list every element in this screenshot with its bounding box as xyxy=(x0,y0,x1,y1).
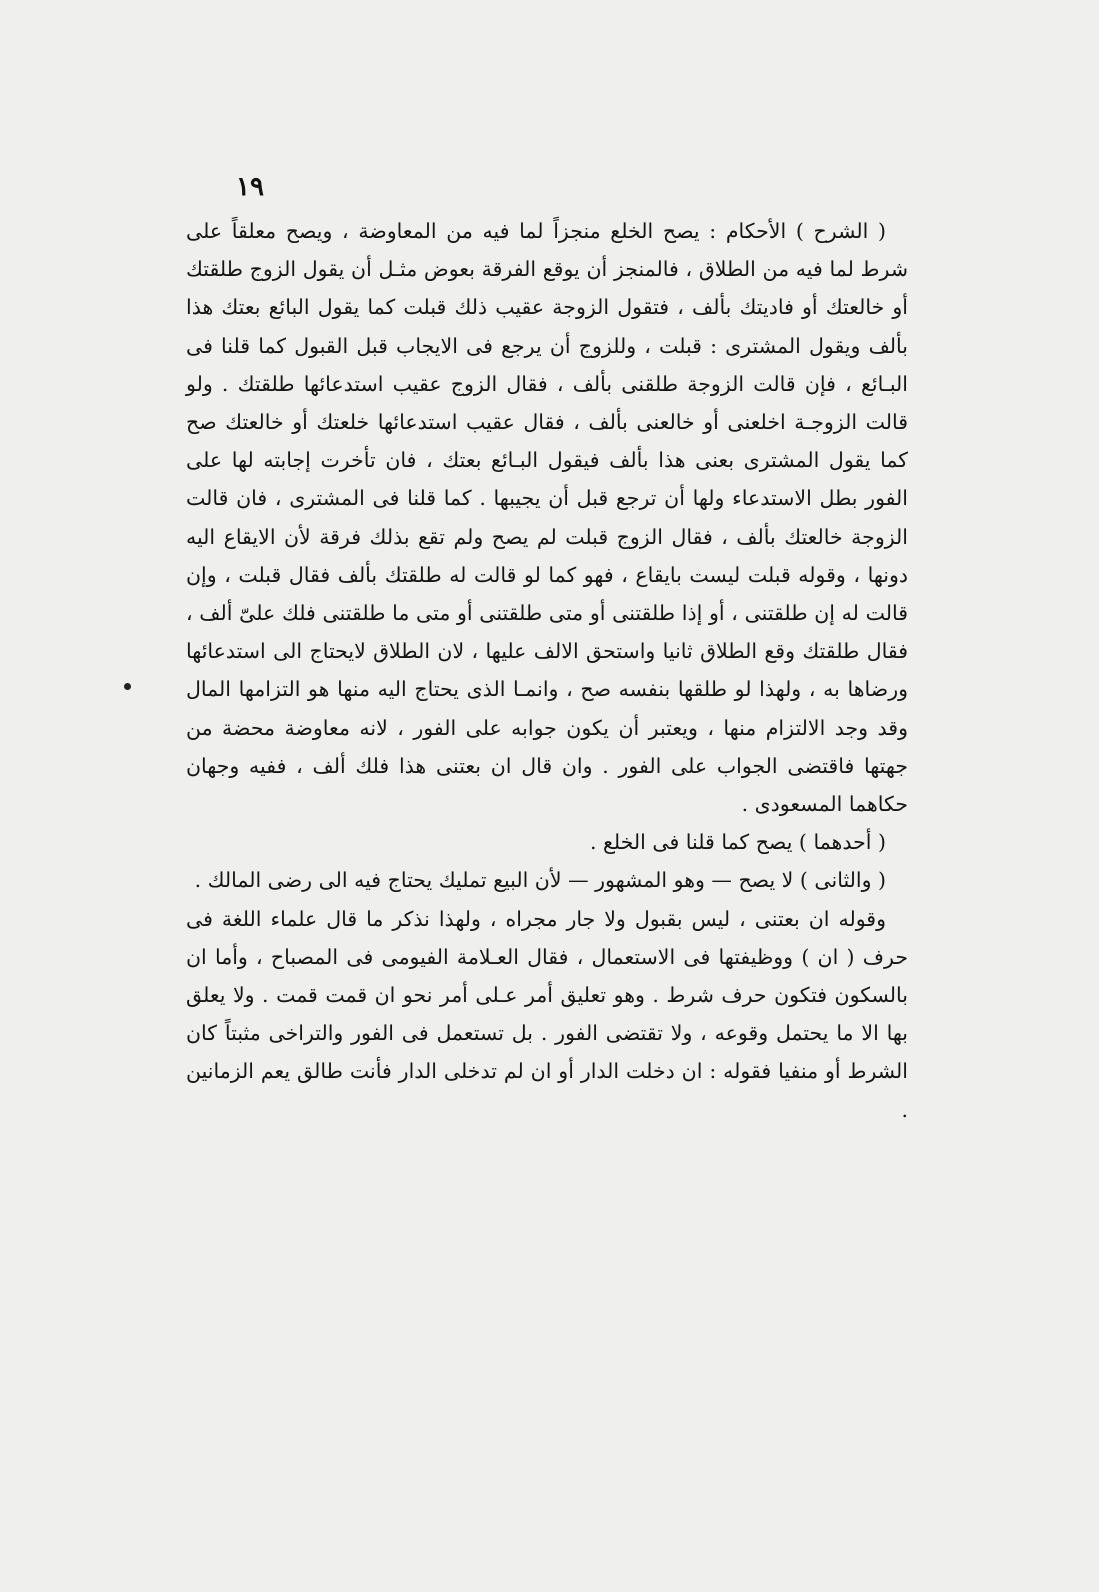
body-text xyxy=(186,212,908,1129)
page-number: ١٩ xyxy=(236,172,264,202)
margin-mark xyxy=(124,683,131,690)
paragraph-language-note: وقوله ان بعتنى ، ليس بقبول ولا جار مجراه ، ولهذا نذكر ما قال علماء اللغة فى حرف ( ان ) ووظيفتها فى الاستعمال ، فقال العـلامة الفيومى فى المصباح ، وأما ان بالسكون فتكون حرف شرط . وهو تعليق أمر عـلى أمر نحو ان قمت قمت . ولا يعلق بها الا ما يحتمل وقوعه ، ولا تقتضى الفور . بل تستعمل فى الفور والتراخى مثبتاً كان الشرط أو منفيا فقوله : ان دخلت الدار أو ان لم تدخلى الدار فأنت طالق يعم الزمانين . xyxy=(186,906,908,1122)
paragraph-commentary: ( الشرح ) الأحكام : يصح الخلع منجزاً لما فيه من المعاوضة ، ويصح معلقاً على شرط لما فيه من الطلاق ، فالمنجز أن يوقع الفرقة بعوض مثـل أن يقول الزوج طلقتك أو خالعتك أو فاديتك بألف ، فتقول الزوجة عقيب ذلك قبلت كما يقول البائع بعتك هذا بألف ويقول المشترى : قبلت ، وللزوج أن يرجع فى الايجاب قبل القبول كما قلنا فى البـائع ، فإن قالت الزوجة طلقنى بألف ، فقال الزوج عقيب استدعائها طلقتك . ولو قالت الزوجـة اخلعنى أو خالعنى بألف ، فقال عقيب استدعائها خلعتك أو خالعتك صح كما يقول المشترى بعنى هذا بألف فيقول البـائع بعتك ، فان تأخرت إجابته لها على الفور بطل الاستدعاء ولها أن ترجع قبل أن يجيبها . كما قلنا فى المشترى ، فان قالت الزوجة خالعتك بألف ، فقال الزوج قبلت لم يصح ولم تقع بذلك فرقة لأن الايقاع اليه دونها ، وقوله قبلت ليست بايقاع ، فهو كما لو قالت له طلقتك بألف فقال قبلت ، وإن قالت له إن طلقتنى ، أو إذا طلقتنى أو متى طلقتنى أو متى ما طلقتنى فلك علىّ ألف ، فقال طلقتك وقع الطلاق ثانيا واستحق الالف عليها ، لان الطلاق لايحتاج الى استدعائها ورضاها به ، ولهذا لو طلقها بنفسه صح ، وانمـا الذى يحتاج اليه منها هو التزامها المال وقد وجد الالتزام منها ، ويعتبر أن يكون جوابه على الفور ، لانه معاوضة محضة من جهتها فاقتضى الجواب على الفور . وان قال ان بعتنى هذا فلك ألف ، ففيه وجهان حكاهما المسعودى . xyxy=(186,219,908,817)
paragraph-second-view: ( والثانى ) لا يصح — وهو المشهور — لأن البيع تمليك يحتاج فيه الى رضى المالك . xyxy=(194,868,886,893)
paragraph-first-view: ( أحدهما ) يصح كما قلنا فى الخلع . xyxy=(589,830,886,855)
